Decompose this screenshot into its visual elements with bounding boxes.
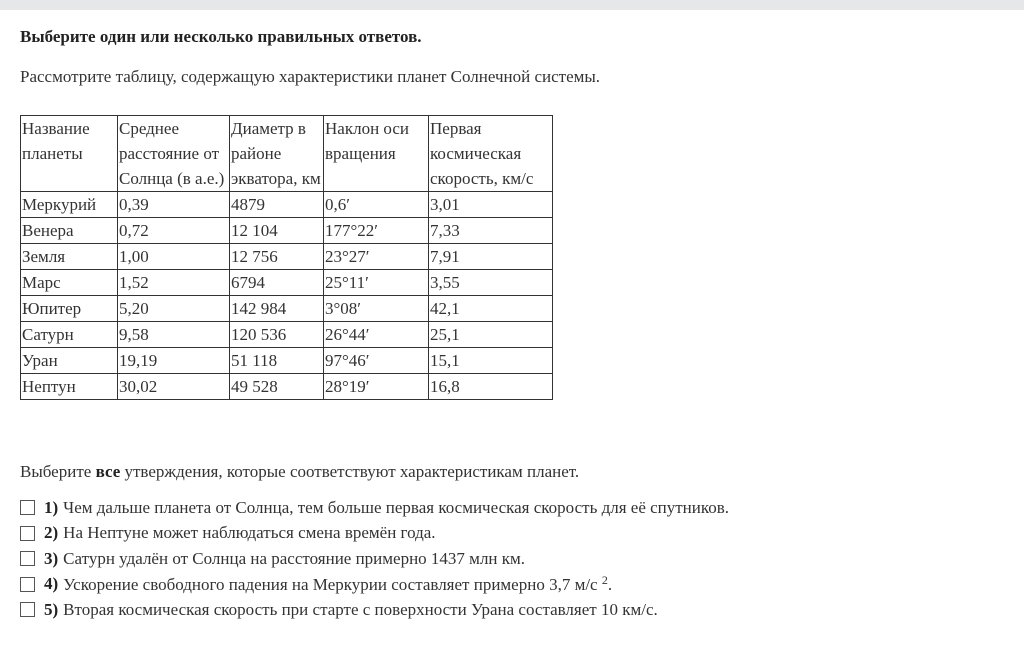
question-suffix: утверждения, которые соответствуют характеристикам планет.	[120, 462, 580, 481]
answer-option-1[interactable]	[20, 495, 729, 521]
table-cell: 26°44′	[324, 322, 429, 348]
table-row	[21, 322, 553, 348]
table-cell: 51 118	[230, 348, 324, 374]
table-cell: Юпитер	[21, 296, 118, 322]
table-cell: 4879	[230, 192, 324, 218]
checkbox[interactable]	[20, 526, 35, 541]
table-cell: Сатурн	[21, 322, 118, 348]
option-number: 4)	[44, 574, 59, 594]
table-cell: 25°11′	[324, 270, 429, 296]
option-number: 5)	[44, 599, 59, 619]
prompt-text: Рассмотрите таблицу, содержащую характеристики планет Солнечной системы.	[20, 67, 601, 86]
header-cell: Наклон оси вращения	[324, 116, 429, 192]
table-cell: 49 528	[230, 374, 324, 400]
table-cell: 1,00	[118, 244, 230, 270]
option-number: 3)	[44, 548, 59, 568]
table-cell: 25,1	[429, 322, 553, 348]
table-cell: 12 104	[230, 218, 324, 244]
table-row	[21, 296, 553, 322]
table-cell: Нептун	[21, 374, 118, 400]
table-row	[21, 270, 553, 296]
table-cell: Венера	[21, 218, 118, 244]
checkbox[interactable]	[20, 551, 35, 566]
option-text	[63, 573, 612, 595]
question-prefix: Выберите	[20, 462, 96, 481]
option-number: 2)	[44, 523, 59, 543]
table-cell: 15,1	[429, 348, 553, 374]
table-cell: 120 536	[230, 322, 324, 348]
table-cell: 0,6′	[324, 192, 429, 218]
header-cell: Диаметр в районе экватора, км	[230, 116, 324, 192]
option-text: Чем дальше планета от Солнца, тем больше первая космическая скорость для её спутников.	[63, 497, 730, 517]
header-cell: Первая космическая скорость, км/с	[429, 116, 553, 192]
option-text-tail: .	[607, 575, 613, 595]
table-cell: Марс	[21, 270, 118, 296]
option-text-main: Ускорение свободного падения на Меркурии составляет примерно 3,7 м/с	[63, 575, 602, 595]
table-cell: 30,02	[118, 374, 230, 400]
table-cell: 3°08′	[324, 296, 429, 322]
answer-option-3[interactable]	[20, 546, 729, 572]
checkbox[interactable]	[20, 602, 35, 617]
question-text	[20, 462, 579, 482]
table-cell: 23°27′	[324, 244, 429, 270]
table-cell: Меркурий	[21, 192, 118, 218]
table-row	[21, 192, 553, 218]
table-cell: 3,55	[429, 270, 553, 296]
table-row	[21, 244, 553, 270]
table-cell: Земля	[21, 244, 118, 270]
table-cell: 5,20	[118, 296, 230, 322]
header-cell: Название планеты	[21, 116, 118, 192]
answer-option-4[interactable]	[20, 572, 729, 598]
table-cell: 7,33	[429, 218, 553, 244]
table-cell: 9,58	[118, 322, 230, 348]
table-cell: 12 756	[230, 244, 324, 270]
option-superscript: 2	[601, 573, 608, 588]
table-cell: 97°46′	[324, 348, 429, 374]
table-cell: 142 984	[230, 296, 324, 322]
table-cell: 7,91	[429, 244, 553, 270]
table-cell: 0,39	[118, 192, 230, 218]
table-cell: 1,52	[118, 270, 230, 296]
top-bar	[0, 0, 1024, 10]
table-cell: 19,19	[118, 348, 230, 374]
planet-table	[20, 115, 553, 400]
table-cell: 177°22′	[324, 218, 429, 244]
table-row	[21, 348, 553, 374]
table-row	[21, 218, 553, 244]
option-text: Сатурн удалён от Солнца на расстояние примерно 1437 млн км.	[63, 548, 526, 568]
answer-options	[20, 495, 729, 623]
table-cell: 16,8	[429, 374, 553, 400]
question-emphasis: все	[95, 462, 121, 481]
checkbox[interactable]	[20, 500, 35, 515]
option-text: На Нептуне может наблюдаться смена времён года.	[63, 523, 436, 543]
table-cell: 28°19′	[324, 374, 429, 400]
option-number: 1)	[44, 497, 59, 517]
table-cell: 42,1	[429, 296, 553, 322]
table-header-row	[21, 116, 553, 192]
header-cell: Среднее расстояние от Солнца (в а.е.)	[118, 116, 230, 192]
table-cell: 6794	[230, 270, 324, 296]
table-cell: 0,72	[118, 218, 230, 244]
table-row	[21, 374, 553, 400]
answer-option-2[interactable]	[20, 521, 729, 547]
table-cell: 3,01	[429, 192, 553, 218]
answer-option-5[interactable]	[20, 597, 729, 623]
checkbox[interactable]	[20, 577, 35, 592]
option-text: Вторая космическая скорость при старте с поверхности Урана составляет 10 км/с.	[63, 599, 658, 619]
instruction-text: Выберите один или несколько правильных ответов.	[20, 27, 422, 46]
table-cell: Уран	[21, 348, 118, 374]
